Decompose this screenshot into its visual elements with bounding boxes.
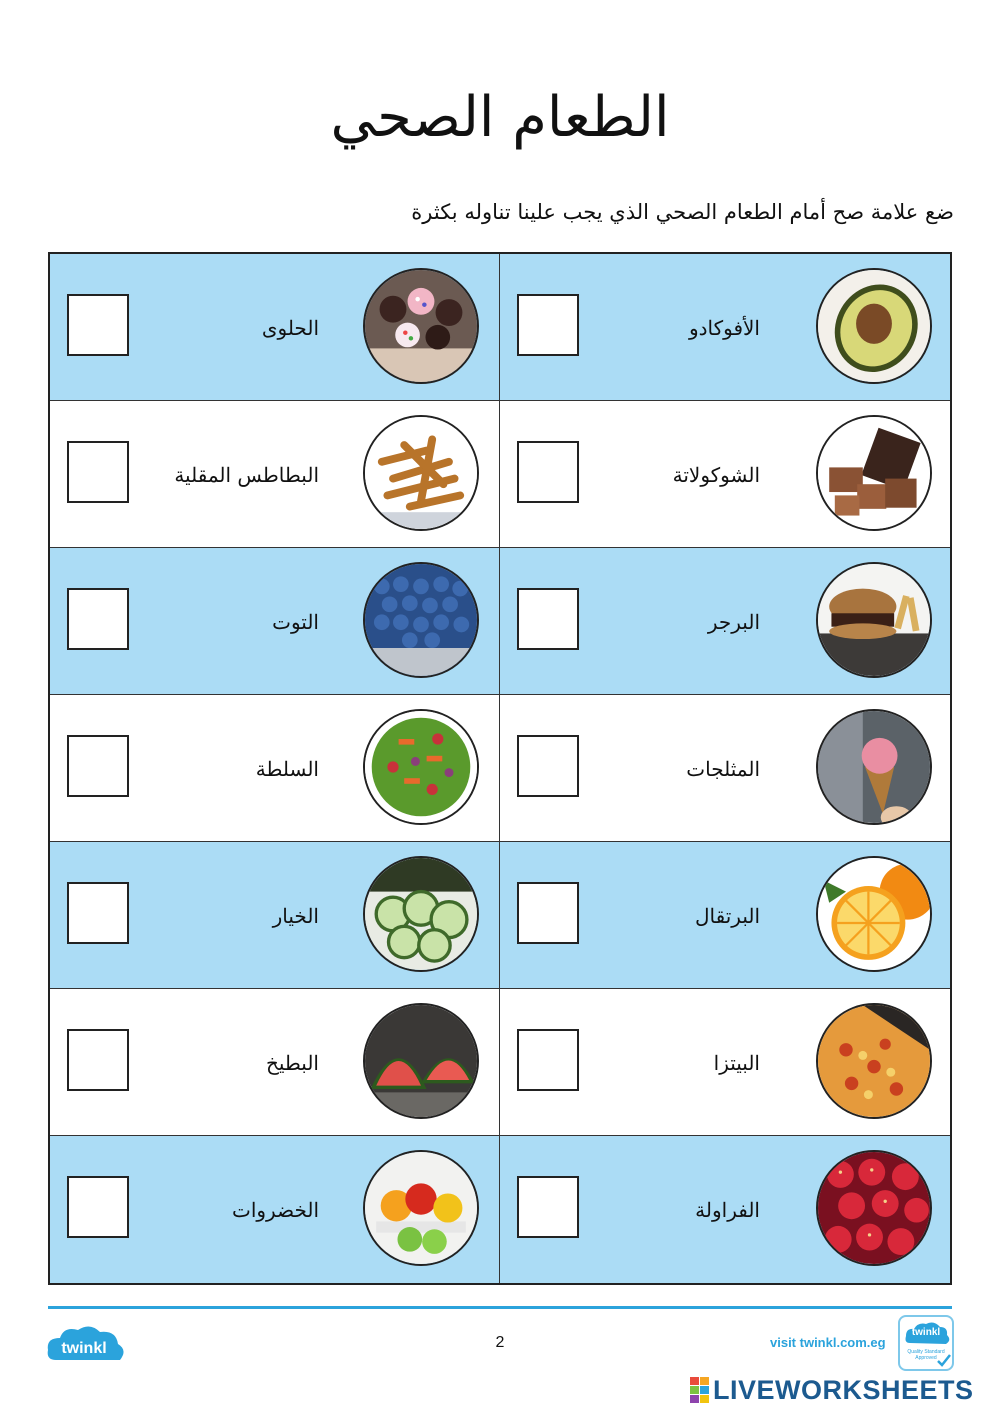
table-cell (500, 989, 950, 1136)
food-label: الشوكولاتة (672, 463, 760, 487)
table-cell (500, 401, 950, 548)
blueberries-photo (363, 562, 479, 678)
page-title: الطعام الصحي (330, 85, 670, 150)
visit-link[interactable]: visit twinkl.com.eg (770, 1335, 886, 1350)
table-cell (50, 989, 500, 1136)
candy-photo (363, 268, 479, 384)
burger-photo (816, 562, 932, 678)
check-box[interactable] (517, 1176, 579, 1238)
food-label: البطيخ (265, 1051, 319, 1075)
food-label: السلطة (255, 757, 319, 781)
check-box[interactable] (67, 588, 129, 650)
footer-divider (48, 1306, 952, 1309)
food-label: البيتزا (713, 1051, 760, 1075)
table-cell (500, 695, 950, 842)
badge-title: twinkl (911, 1327, 941, 1338)
food-label: الخيار (272, 904, 319, 928)
strawberry-photo (816, 1150, 932, 1266)
page-number: 2 (495, 1334, 505, 1351)
check-box[interactable] (67, 882, 129, 944)
food-label: المثلجات (686, 757, 760, 781)
table-cell (500, 254, 950, 401)
liveworksheets-logo-icon (690, 1377, 709, 1403)
twinkl-logo (46, 1322, 126, 1368)
check-box[interactable] (517, 294, 579, 356)
check-box[interactable] (67, 441, 129, 503)
food-label: البرتقال (694, 904, 760, 928)
check-box[interactable] (517, 441, 579, 503)
badge-text: Quality Standard Approved (907, 1349, 945, 1361)
instruction-text: ضع علامة صح أمام الطعام الصحي الذي يجب علينا تناوله بكثرة (411, 200, 954, 224)
check-box[interactable] (67, 294, 129, 356)
food-label: الخضروات (232, 1198, 319, 1222)
food-label: التوت (272, 610, 319, 634)
svg-text:twinkl: twinkl (61, 1340, 107, 1357)
table-cell (50, 695, 500, 842)
check-box[interactable] (517, 1029, 579, 1091)
cucumber-photo (363, 856, 479, 972)
table-cell (50, 548, 500, 695)
food-label: البطاطس المقلية (174, 463, 319, 487)
table-cell (50, 254, 500, 401)
check-box[interactable] (517, 588, 579, 650)
check-box[interactable] (517, 882, 579, 944)
liveworksheets-watermark (690, 1372, 974, 1408)
check-box[interactable] (67, 735, 129, 797)
check-box[interactable] (67, 1176, 129, 1238)
table-cell (50, 842, 500, 989)
ice-cream-photo (816, 709, 932, 825)
orange-photo (816, 856, 932, 972)
vegetables-photo (363, 1150, 479, 1266)
watermelon-photo (363, 1003, 479, 1119)
table-cell (500, 842, 950, 989)
fries-photo (363, 415, 479, 531)
table-cell (500, 1136, 950, 1283)
food-label: الحلوى (261, 316, 319, 340)
avocado-photo (816, 268, 932, 384)
pizza-photo (816, 1003, 932, 1119)
chocolate-photo (816, 415, 932, 531)
salad-photo (363, 709, 479, 825)
table-cell (50, 1136, 500, 1283)
check-box[interactable] (517, 735, 579, 797)
food-table (48, 252, 952, 1285)
table-cell (50, 401, 500, 548)
table-cell (500, 548, 950, 695)
food-label: البرجر (707, 610, 760, 634)
liveworksheets-text: LIVEWORKSHEETS (713, 1374, 974, 1405)
food-label: الأفوكادو (688, 316, 760, 340)
food-label: الفراولة (695, 1198, 760, 1222)
quality-badge (898, 1315, 954, 1371)
check-box[interactable] (67, 1029, 129, 1091)
